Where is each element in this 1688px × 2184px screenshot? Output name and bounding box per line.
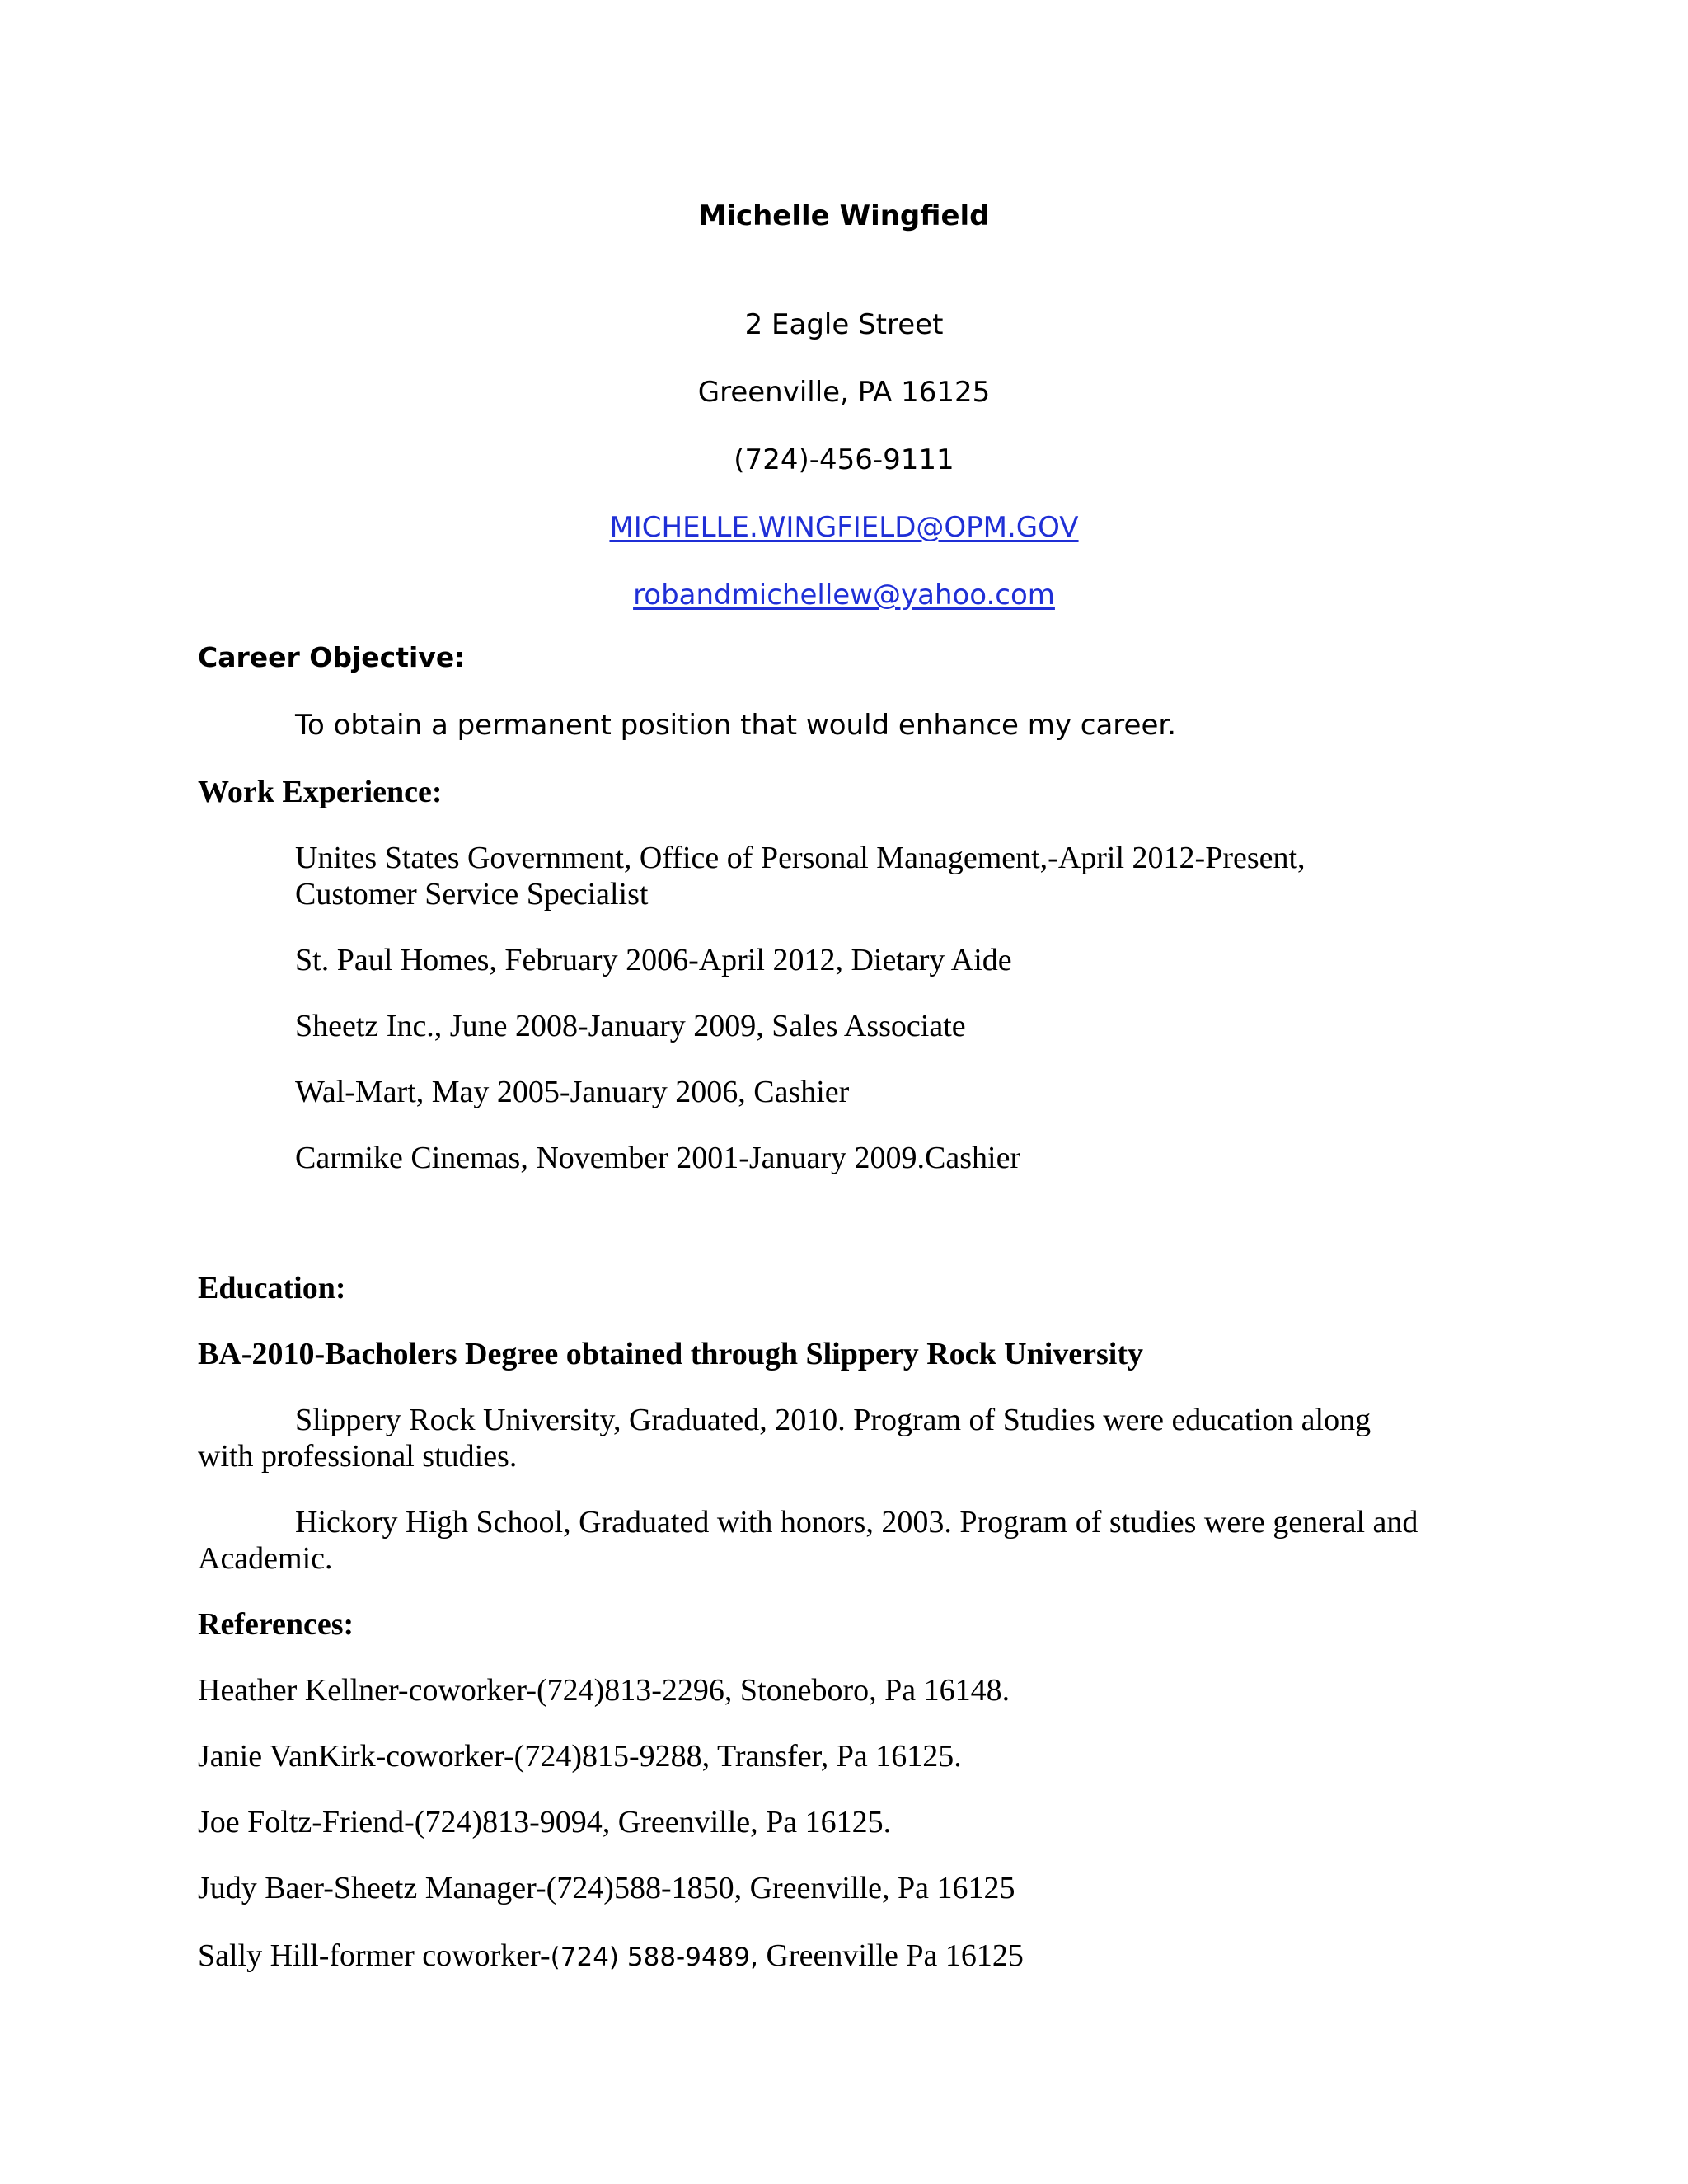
work-item-2: St. Paul Homes, February 2006-April 2012, Dietary Aide	[295, 943, 1012, 977]
reference-1: Heather Kellner-coworker-(724)813-2296, Stoneboro, Pa 16148.	[198, 1673, 1010, 1708]
address-line-1: 2 Eagle Street	[744, 308, 944, 341]
applicant-name: Michelle Wingfield	[698, 199, 990, 232]
education-entry-1-line-1: Slippery Rock University, Graduated, 2010. Program of Studies were education along	[295, 1403, 1372, 1437]
work-experience-heading: Work Experience:	[198, 775, 443, 809]
education-entry-1-line-2: with professional studies.	[198, 1439, 518, 1474]
degree-line: BA-2010-Bacholers Degree obtained through Slippery Rock University	[198, 1337, 1144, 1371]
phone-number: (724)-456-9111	[734, 443, 954, 476]
career-objective-text: To obtain a permanent position that would enhance my career.	[295, 709, 1177, 742]
address-line-2: Greenville, PA 16125	[697, 376, 991, 409]
work-item-5: Carmike Cinemas, November 2001-January 2009.Cashier	[295, 1141, 1021, 1175]
reference-5-suffix: Greenville Pa 16125	[757, 1938, 1024, 1973]
work-item-3: Sheetz Inc., June 2008-January 2009, Sales Associate	[295, 1009, 966, 1043]
reference-5-prefix: Sally Hill-former coworker-	[198, 1938, 551, 1973]
reference-5-phone: (724) 588-9489,	[550, 1943, 758, 1972]
work-item-4: Wal-Mart, May 2005-January 2006, Cashier	[295, 1075, 850, 1109]
email-work-row	[0, 509, 1688, 546]
email-personal-link[interactable]: robandmichellew@yahoo.com	[633, 579, 1055, 612]
reference-5	[198, 1937, 1024, 1976]
email-personal-row	[0, 577, 1688, 613]
career-objective-heading: Career Objective:	[198, 641, 466, 673]
education-heading: Education:	[198, 1271, 346, 1305]
references-heading: References:	[198, 1607, 354, 1642]
education-entry-2-line-1: Hickory High School, Graduated with honors, 2003. Program of studies were general and	[295, 1505, 1418, 1540]
work-item-1-line-2: Customer Service Specialist	[295, 877, 649, 912]
reference-4: Judy Baer-Sheetz Manager-(724)588-1850, Greenville, Pa 16125	[198, 1871, 1015, 1905]
education-entry-2-line-2: Academic.	[198, 1541, 333, 1576]
work-item-1-line-1: Unites States Government, Office of Personal Management,-April 2012-Present,	[295, 841, 1306, 875]
email-work-link[interactable]: MICHELLE.WINGFIELD@OPM.GOV	[609, 511, 1079, 544]
reference-2: Janie VanKirk-coworker-(724)815-9288, Transfer, Pa 16125.	[198, 1739, 962, 1774]
reference-3: Joe Foltz-Friend-(724)813-9094, Greenville, Pa 16125.	[198, 1805, 892, 1840]
